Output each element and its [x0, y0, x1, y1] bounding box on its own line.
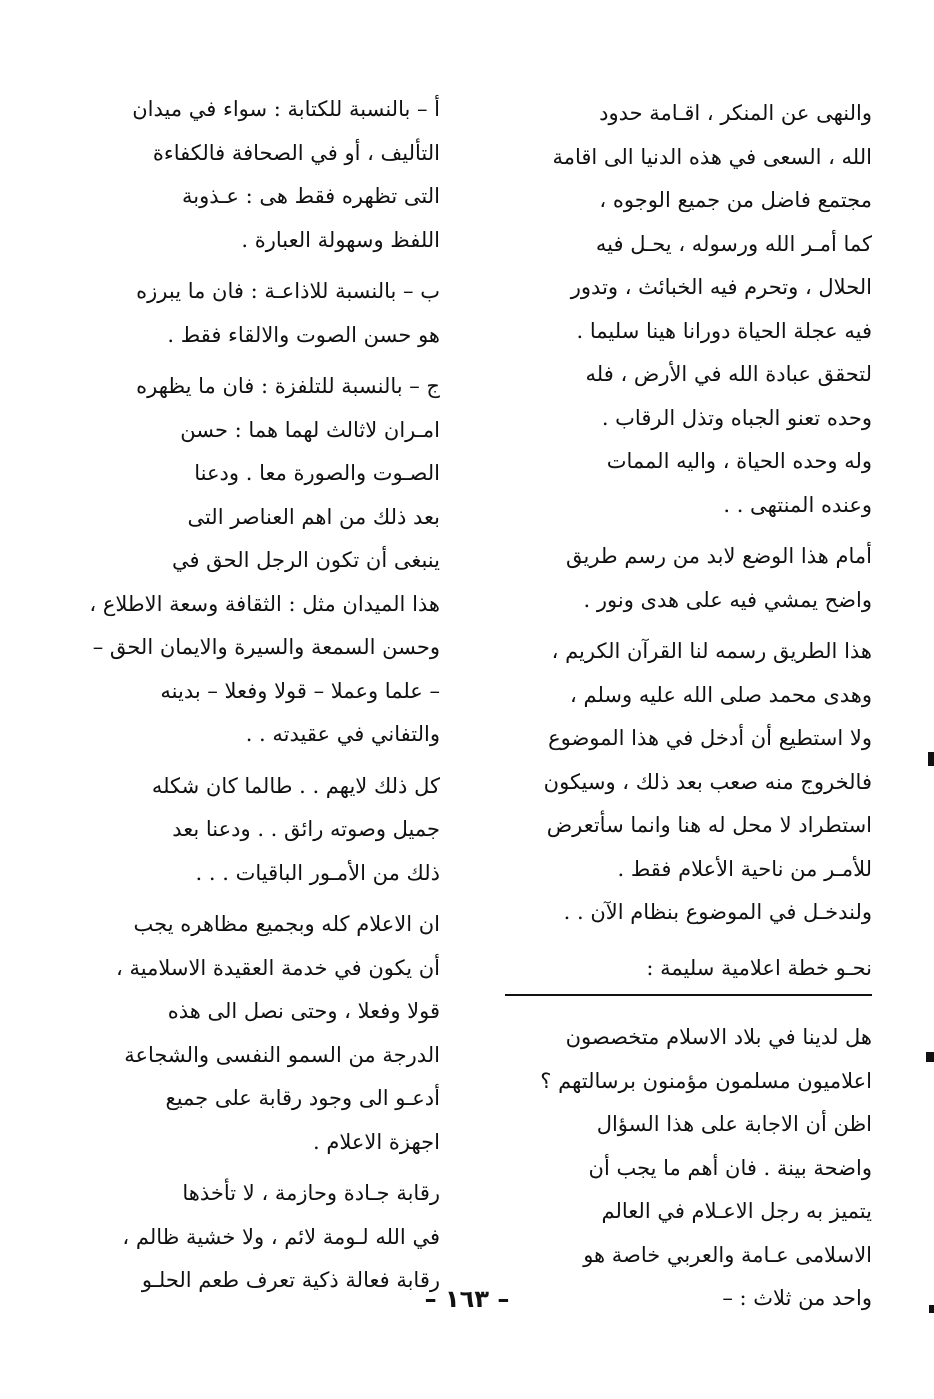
text-line: وله وحده الحياة ، واليه الممات	[606, 449, 872, 473]
text-line: واحد من ثلاث : –	[722, 1286, 872, 1310]
text-line: للأمـر من ناحية الأعلام فقط .	[617, 856, 872, 881]
text-line: رقابة فعالة ذكية تعرف طعم الحلـو	[141, 1268, 440, 1292]
text-line: قولا وفعلا ، وحتى نصل الى هذه	[167, 999, 440, 1023]
text-line: والتفاني في عقيدته . .	[245, 722, 440, 746]
text-line: في الله لـومة لائم ، ولا خشية ظالم ،	[122, 1224, 440, 1249]
text-line: الدرجة من السمو النفسى والشجاعة	[124, 1042, 440, 1067]
text-line: اظن أن الاجابة على هذا السؤال	[596, 1112, 872, 1136]
text-line: يتميز به رجل الاعـلام في العالم	[601, 1199, 872, 1223]
text-line: رقابة جـادة وحازمة ، لا تأخذها	[182, 1181, 440, 1205]
right-paragraph-2	[505, 535, 872, 622]
section-heading	[505, 947, 872, 997]
text-line: ان الاعلام كله وبجميع مظاهره يجب	[133, 912, 440, 936]
text-line: الحلال ، وتحرم فيه الخبائث ، وتدور	[570, 275, 872, 299]
text-line: اجهزة الاعلام .	[313, 1129, 440, 1154]
text-line: وعنده المنتهى . .	[723, 492, 872, 517]
text-line: ولندخـل في الموضوع بنظام الآن . .	[563, 900, 872, 924]
text-line: فالخروج منه صعب بعد ذلك ، وسيكون	[543, 769, 872, 794]
text-line: كل ذلك لايهم . . طالما كان شكله	[151, 773, 440, 798]
text-line: ج – بالنسبة للتلفزة : فان ما يظهره	[136, 374, 440, 398]
text-line: التأليف ، أو في الصحافة فالكفاءة	[152, 140, 440, 165]
text-line: التى تظهره فقط هى : عـذوبة	[182, 184, 440, 208]
item-a	[78, 88, 440, 262]
text-line: هو حسن الصوت والالقاء فقط .	[167, 322, 440, 347]
text-line: الصـوت والصورة معا . ودعنا	[194, 461, 440, 485]
text-line: وهدى محمد صلى الله عليه وسلم ،	[570, 682, 872, 707]
text-line: ينبغى أن تكون الرجل الحق في	[171, 548, 440, 572]
text-line: مجتمع فاضل من جميع الوجوه ،	[599, 188, 872, 212]
text-line: هذا الطريق رسمه لنا القرآن الكريم ،	[551, 639, 872, 663]
text-line: أدعـو الى وجود رقابة على جميع	[165, 1086, 440, 1110]
right-paragraph-4	[505, 1016, 872, 1321]
text-line: وحسن السمعة والسيرة والايمان الحق –	[92, 635, 440, 659]
item-b	[78, 270, 440, 357]
text-line: ب – بالنسبة للاذاعـة : فان ما يبرزه	[136, 279, 440, 303]
scan-edge-mark	[928, 752, 934, 766]
section-heading-text: نحـو خطة اعلامية سليمة :	[646, 955, 872, 980]
text-line: كما أمـر الله ورسوله ، يحـل فيه	[595, 231, 872, 256]
scan-edge-mark	[926, 1052, 934, 1062]
left-paragraph-5	[78, 903, 440, 1164]
text-line: وحده تعنو الجباه وتذل الرقاب .	[601, 405, 872, 430]
text-line: أن يكون في خدمة العقيدة الاسلامية ،	[116, 955, 440, 980]
text-line: أ – بالنسبة للكتابة : سواء في ميدان	[132, 97, 440, 121]
text-line: لتحقق عبادة الله في الأرض ، فله	[585, 362, 872, 386]
text-line: اللفظ وسهولة العبارة .	[241, 227, 440, 252]
item-c	[78, 365, 440, 757]
left-column	[78, 88, 440, 1311]
text-line: جميل وصوته رائق . . ودعنا بعد	[172, 817, 440, 841]
scan-edge-mark	[929, 1305, 934, 1313]
text-line: واضحة بينة . فان أهم ما يجب أن	[588, 1155, 872, 1180]
text-line: واضح يمشي فيه على هدى ونور .	[583, 587, 872, 612]
text-line: امـران لاثالث لهما هما : حسن	[180, 417, 440, 442]
text-line: هل لدينا في بلاد الاسلام متخصصون	[565, 1025, 872, 1049]
text-line: هذا الميدان مثل : الثقافة وسعة الاطلاع ،	[89, 591, 440, 616]
right-paragraph-3	[505, 630, 872, 935]
text-line: والنهى عن المنكر ، اقـامة حدود	[599, 101, 872, 125]
left-paragraph-6	[78, 1172, 440, 1303]
text-line: أمام هذا الوضع لابد من رسم طريق	[565, 544, 872, 568]
text-line: الاسلامى عـامة والعربي خاصة هو	[583, 1242, 872, 1267]
text-line: فيه عجلة الحياة دورانا هينا سليما .	[576, 318, 872, 343]
text-line: بعد ذلك من اهم العناصر التى	[187, 504, 440, 529]
page-number: – ١٦٣ –	[424, 1285, 510, 1313]
text-line: ذلك من الأمـور الباقيات . . .	[195, 860, 440, 885]
left-paragraph-4	[78, 765, 440, 896]
right-paragraph-1	[505, 92, 872, 527]
right-column	[505, 92, 872, 1329]
text-line: استطراد لا محل له هنا وانما سأتعرض	[546, 813, 872, 837]
text-line: – علما وعملا – قولا وفعلا – بدينه	[160, 678, 440, 703]
text-line: ولا استطيع أن أدخل في هذا الموضوع	[548, 726, 872, 750]
text-line: الله ، السعى في هذه الدنيا الى اقامة	[552, 144, 872, 169]
text-line: اعلاميون مسلمون مؤمنون برسالتهم ؟	[540, 1068, 872, 1093]
